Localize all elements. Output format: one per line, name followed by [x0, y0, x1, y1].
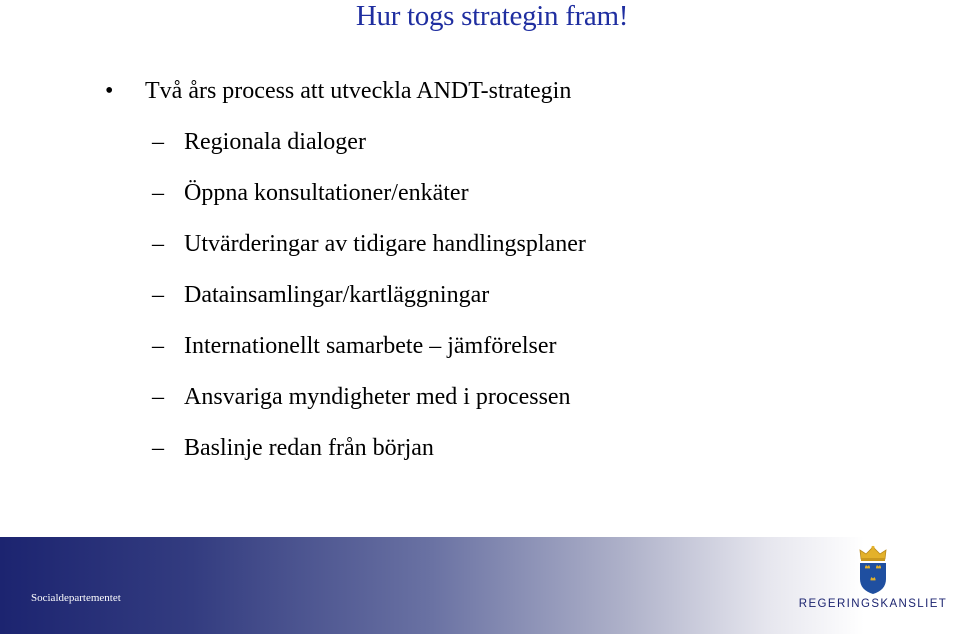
list-item — [152, 384, 586, 435]
list-item-text: Internationellt samarbete – jämförelser — [184, 333, 557, 359]
bullet-icon: • — [105, 78, 114, 104]
list-item — [152, 231, 586, 282]
dash-icon: – — [152, 180, 164, 206]
main-bullet — [105, 78, 571, 105]
crown-shield-icon — [856, 545, 890, 595]
list-item-text: Öppna konsultationer/enkäter — [184, 180, 469, 206]
list-item — [152, 180, 586, 231]
sub-bullet-list — [152, 129, 586, 486]
dash-icon: – — [152, 435, 164, 461]
list-item — [152, 435, 586, 486]
dash-icon: – — [152, 282, 164, 308]
dash-icon: – — [152, 231, 164, 257]
logo-text: REGERINGSKANSLIET — [798, 598, 948, 610]
main-bullet-text: Två års process att utveckla ANDT-strategin — [145, 78, 572, 104]
dash-icon: – — [152, 333, 164, 359]
department-label: Socialdepartementet — [31, 592, 121, 604]
dash-icon: – — [152, 384, 164, 410]
list-item-text: Baslinje redan från början — [184, 435, 434, 461]
slide-title: Hur togs strategin fram! — [355, 0, 629, 32]
list-item-text: Datainsamlingar/kartläggningar — [184, 282, 490, 308]
list-item-text: Ansvariga myndigheter med i processen — [184, 384, 571, 410]
list-item — [152, 282, 586, 333]
list-item — [152, 129, 586, 180]
list-item-text: Utvärderingar av tidigare handlingsplaner — [184, 231, 586, 257]
list-item — [152, 333, 586, 384]
list-item-text: Regionala dialoger — [184, 129, 366, 155]
dash-icon: – — [152, 129, 164, 155]
regeringskansliet-logo — [798, 545, 948, 615]
